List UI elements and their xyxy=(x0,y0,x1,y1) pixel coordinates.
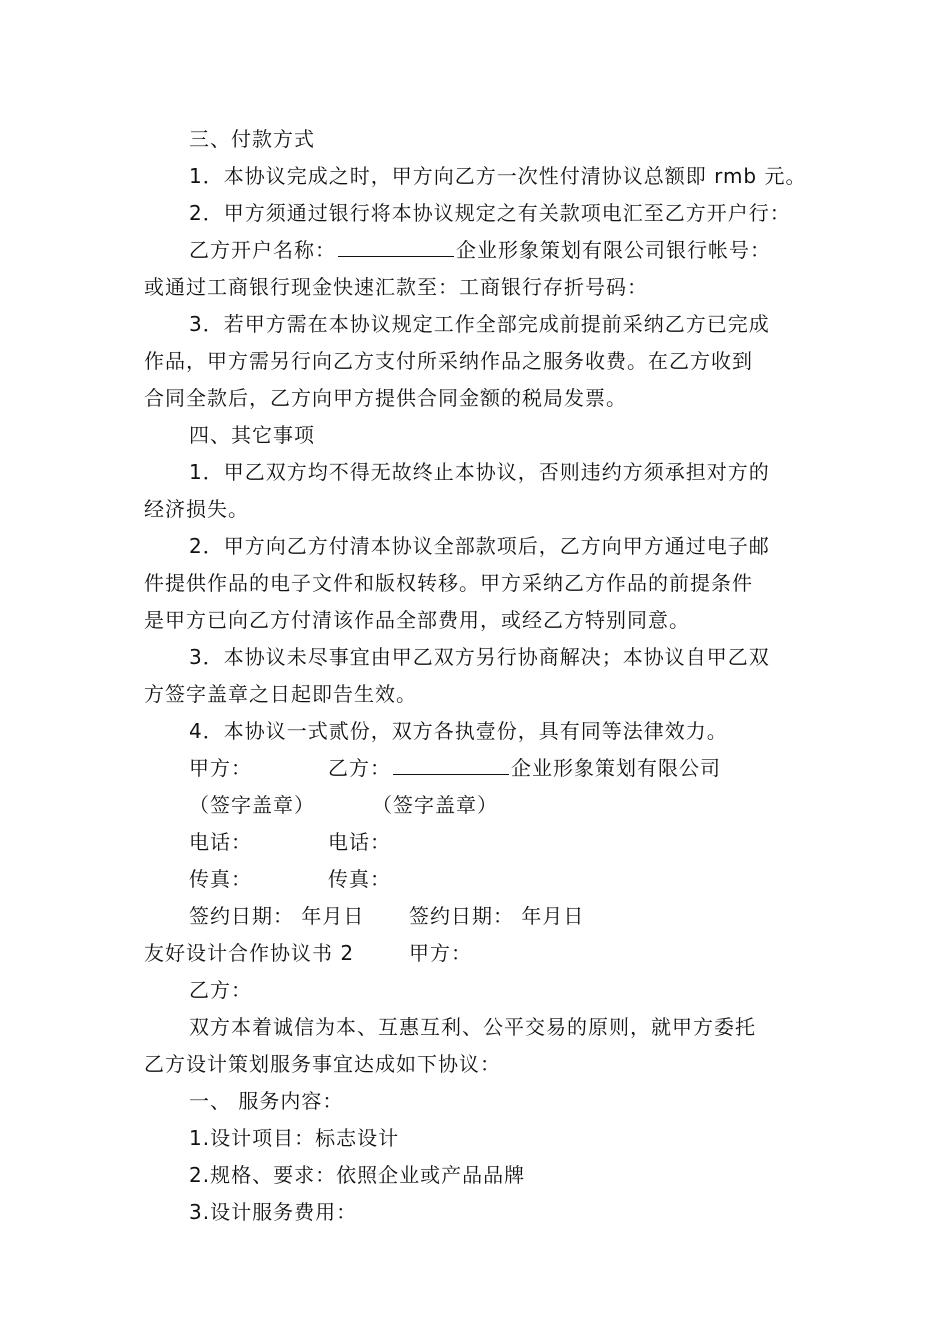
blank-underline xyxy=(393,756,509,775)
list-item: 1.设计项目：标志设计 xyxy=(189,1126,400,1150)
paragraph-line: 乙方设计策划服务事宜达成如下协议： xyxy=(144,1052,501,1076)
document-title-2: 友好设计合作协议书 2 xyxy=(144,941,355,965)
paragraph-line: 件提供作品的电子文件和版权转移。甲方采纳乙方作品的前提条件 xyxy=(144,571,753,595)
paragraph-line: 或通过工商银行现金快速汇款至：工商银行存折号码： xyxy=(144,275,648,299)
party-b-label: 乙方： xyxy=(328,756,391,780)
paragraph-line: 双方本着诚信为本、互惠互利、公平交易的原则，就甲方委托 xyxy=(189,1015,756,1039)
phone-label-a: 电话： xyxy=(189,830,252,854)
section-heading-service: 一、 服务内容： xyxy=(189,1089,344,1113)
paragraph-line: 1．甲乙双方均不得无故终止本协议，否则违约方须承担对方的 xyxy=(189,460,770,484)
paragraph-line: 是甲方已向乙方付清该作品全部费用，或经乙方特别同意。 xyxy=(144,608,690,632)
paragraph-line: 经济损失。 xyxy=(144,497,249,521)
paragraph-line: 2．甲方向乙方付清本协议全部款项后，乙方向甲方通过电子邮 xyxy=(189,534,770,558)
paragraph-line: 2．甲方须通过银行将本协议规定之有关款项电汇至乙方开户行： xyxy=(189,201,791,225)
fax-label-a: 传真： xyxy=(189,867,252,891)
paragraph-line: 作品，甲方需另行向乙方支付所采纳作品之服务收费。在乙方收到 xyxy=(144,349,753,373)
sign-date-a: 签约日期： 年月日 xyxy=(189,904,365,928)
party-a-label-2: 甲方： xyxy=(409,941,472,965)
section-heading-payment: 三、付款方式 xyxy=(189,127,315,151)
signature-seal-a: （签字盖章） xyxy=(189,793,315,817)
list-item: 3.设计服务费用： xyxy=(189,1200,358,1224)
party-b-label-2: 乙方： xyxy=(189,978,252,1002)
bank-account-line xyxy=(189,237,771,263)
paragraph-line: 1．本协议完成之时，甲方向乙方一次性付清协议总额即 rmb 元。 xyxy=(189,164,807,188)
signature-seal-b: （签字盖章） xyxy=(372,793,498,817)
party-b-company: 企业形象策划有限公司 xyxy=(511,756,721,780)
paragraph-line: 3．本协议未尽事宜由甲乙双方另行协商解决；本协议自甲乙双 xyxy=(189,645,770,669)
blank-underline xyxy=(338,238,454,257)
party-b-line xyxy=(328,755,721,781)
list-item: 2.规格、要求：依照企业或产品品牌 xyxy=(189,1163,526,1187)
fax-label-b: 传真： xyxy=(328,867,391,891)
party-a-label: 甲方： xyxy=(189,756,252,780)
sign-date-b: 签约日期： 年月日 xyxy=(409,904,585,928)
paragraph-line: 3．若甲方需在本协议规定工作全部完成前提前采纳乙方已完成 xyxy=(189,312,770,336)
phone-label-b: 电话： xyxy=(328,830,391,854)
paragraph-line: 合同全款后，乙方向甲方提供合同金额的税局发票。 xyxy=(144,386,627,410)
paragraph-line: 方签字盖章之日起即告生效。 xyxy=(144,682,417,706)
account-name-rest: 企业形象策划有限公司银行帐号： xyxy=(456,238,771,262)
paragraph-line: 4．本协议一式贰份，双方各执壹份，具有同等法律效力。 xyxy=(189,719,728,743)
account-name-label: 乙方开户名称： xyxy=(189,238,336,262)
section-heading-other: 四、其它事项 xyxy=(189,423,315,447)
